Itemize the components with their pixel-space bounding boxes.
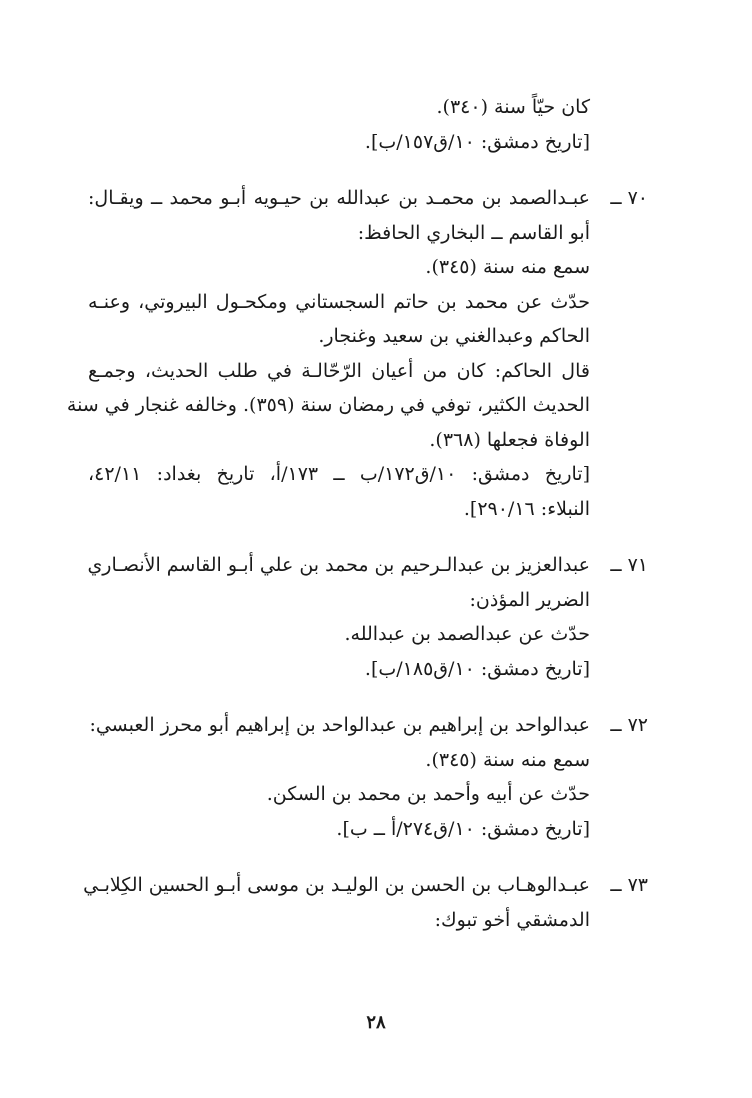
text-line: سمع منه سنة (٣٤٥). [425,256,590,278]
citation-line: [تاريخ دمشق: ١٠/ق١٧٢/ب ــ ١٧٣/أ، تاريخ بغداد: ٤٢/١١، [88,463,591,485]
entry-number: ٧١ ــ [610,554,648,576]
text-line: سمع منه سنة (٣٤٥). [425,748,590,771]
text-line: قال الحاكم: كان من أعيان الرّحّالـة في طلب الحديث، وجمـع [88,359,590,382]
entry-name: عبـدالصمد بن محمـد بن عبدالله بن حيـويه أبـو محمد ــ ويقـال: [88,187,590,209]
entry-73-heading [83,868,648,903]
entry-number: ٧٠ ــ [610,187,648,209]
entry-number: ٧٢ ــ [610,714,648,736]
entry-name: عبـدالوهـاب بن الحسن بن الوليـد بن موسى أبـو الحسين الكِلابـي [83,874,590,896]
page-number: ٢٨ [366,1012,386,1033]
text-line: الضرير المؤذن: [469,588,590,611]
entry-gap [88,846,648,868]
citation-line: النبلاء: ٢٩٠/١٦]. [463,497,590,520]
entry-gap [88,526,648,548]
entry-name: عبدالواحد بن إبراهيم بن عبدالواحد بن إبراهيم أبو محرز العبسي: [89,714,590,736]
citation-line: [تاريخ دمشق: ١٠/ق٢٧٤/أ ــ ب]. [336,817,590,840]
entry-number: ٧٣ ــ [610,874,648,896]
text-line: الوفاة فجعلها (٣٦٨). [429,428,590,451]
entry-72-heading [88,708,648,743]
text-line: الحاكم وعبدالغني بن سعيد وغنجار. [318,325,590,347]
text-line: الحديث الكثير، توفي في رمضان سنة (٣٥٩). وخالفه غنجار في سنة [66,394,590,416]
text-line: أبو القاسم ــ البخاري الحافظ: [357,221,590,244]
text-line: حدّث عن عبدالصمد بن عبدالله. [344,623,590,645]
citation-line: [تاريخ دمشق: ١٠/ق١٥٧/ب]. [364,130,590,153]
entry-70-heading [88,181,648,216]
entry-gap [88,159,648,181]
text-line: حدّث عن أبيه وأحمد بن محمد بن السكن. [266,783,590,805]
body-text [66,90,648,937]
citation-line: [تاريخ دمشق: ١٠/ق١٨٥/ب]. [364,657,590,680]
entry-name: عبدالعزيز بن عبدالـرحيم بن محمد بن علي أبـو القاسم الأنصـاري [87,554,590,576]
text-line: الدمشقي أخو تبوك: [434,908,590,931]
text-line: كان حيّاً سنة (٣٤٠). [436,96,590,118]
entry-gap [88,686,648,708]
entry-71-heading [88,548,648,583]
text-line: حدّث عن محمد بن حاتم السجستاني ومكحـول البيروتي، وعنـه [88,290,590,313]
